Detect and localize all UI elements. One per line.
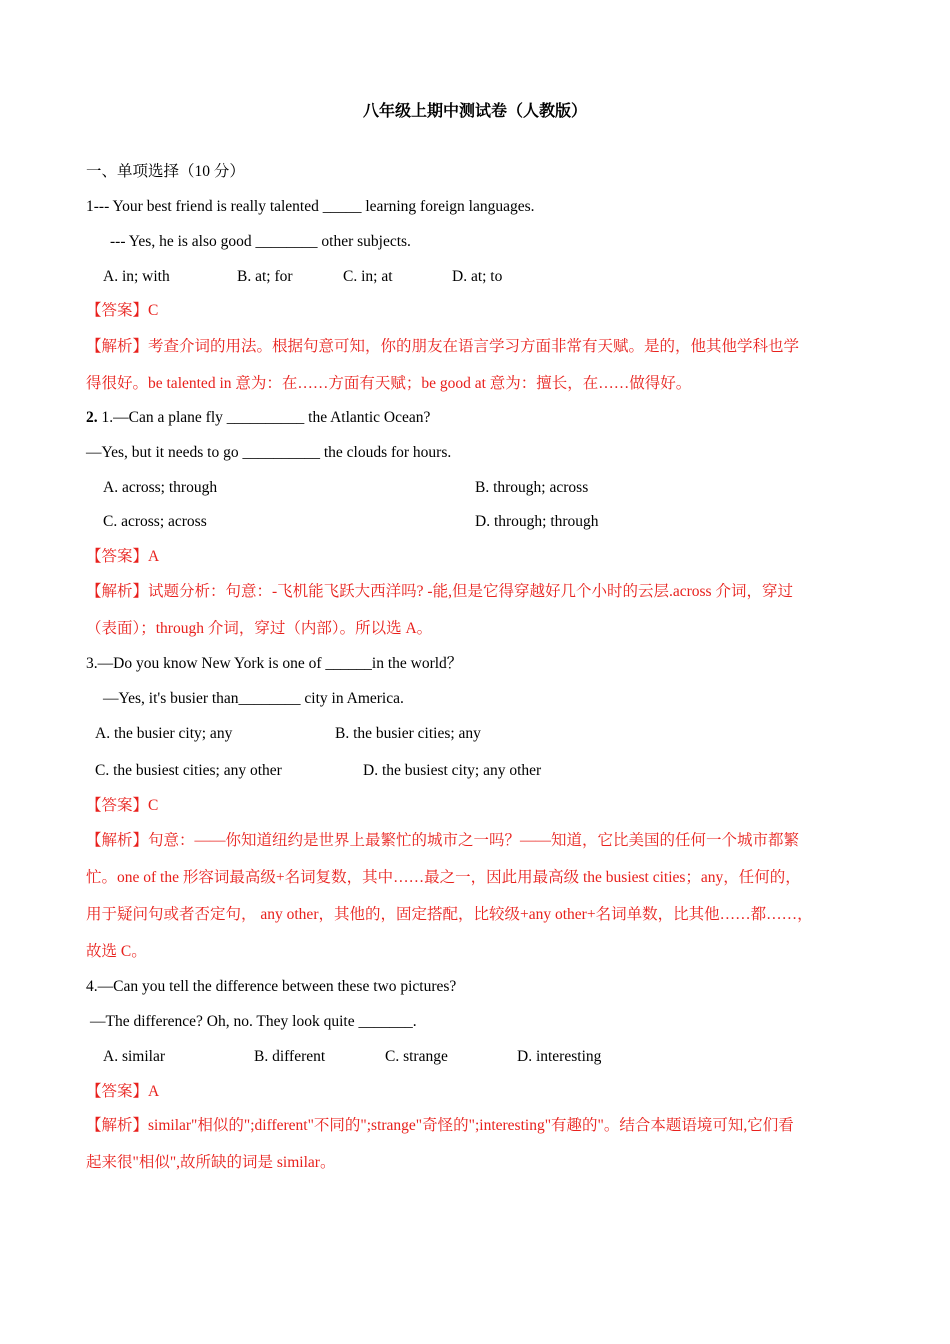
q4-analysis-line2: 起来很"相似",故所缺的词是 similar。 bbox=[86, 1154, 336, 1171]
q3-option-c: C. the busiest cities; any other bbox=[95, 762, 282, 779]
q4-stem-line2: —The difference? Oh, no. They look quite _______. bbox=[90, 1013, 417, 1030]
q3-analysis-line3: 用于疑问句或者否定句， any other，其他的，固定搭配，比较级+any other+名词单数，比其他……都……， bbox=[86, 906, 813, 923]
q1-option-c: C. in; at bbox=[343, 268, 393, 285]
q3-stem-line1: 3.—Do you know New York is one of ______in the world？ bbox=[86, 655, 463, 672]
q3-option-d: D. the busiest city; any other bbox=[363, 762, 542, 779]
q1-option-a: A. in; with bbox=[103, 268, 170, 285]
q4-option-b: B. different bbox=[254, 1048, 326, 1065]
q4-option-c: C. strange bbox=[385, 1048, 448, 1065]
q1-analysis-line2: 得很好。be talented in 意为：在……方面有天赋；be good at 意为：擅长，在……做得好。 bbox=[86, 375, 692, 392]
q2-option-c: C. across; across bbox=[103, 513, 207, 530]
q4-option-d: D. interesting bbox=[517, 1048, 602, 1065]
q1-stem-line2: --- Yes, he is also good ________ other subjects. bbox=[110, 233, 411, 250]
q4-option-a: A. similar bbox=[103, 1048, 165, 1065]
q2-stem-line2: —Yes, but it needs to go __________ the clouds for hours. bbox=[86, 444, 452, 461]
q2-option-d: D. through; through bbox=[475, 513, 599, 530]
q3-option-b: B. the busier cities; any bbox=[335, 725, 481, 742]
q2-answer: 【答案】A bbox=[86, 548, 160, 565]
q3-answer: 【答案】C bbox=[86, 797, 159, 814]
q2-stem-line1 bbox=[86, 408, 430, 428]
q2-stem-text: 1.—Can a plane fly __________ the Atlantic Ocean? bbox=[97, 409, 431, 426]
q2-number: 2. bbox=[86, 409, 98, 426]
q4-answer: 【答案】A bbox=[86, 1083, 160, 1100]
q1-option-b: B. at; for bbox=[237, 268, 293, 285]
q3-analysis-line2: 忙。one of the 形容词最高级+名词复数，其中……最之一，因此用最高级 the busiest cities；any，任何的， bbox=[86, 869, 801, 886]
q3-analysis-line4: 故选 C。 bbox=[86, 943, 147, 960]
q1-option-d: D. at; to bbox=[452, 268, 503, 285]
q3-stem-line2: —Yes, it's busier than________ city in America. bbox=[103, 690, 404, 707]
q2-analysis-line2: （表面）；through 介词，穿过（内部）。所以选 A。 bbox=[86, 620, 433, 637]
q1-stem-line1: 1--- Your best friend is really talented _____ learning foreign languages. bbox=[86, 198, 535, 215]
q1-answer: 【答案】C bbox=[86, 302, 159, 319]
q2-analysis-line1: 【解析】试题分析：句意：-飞机能飞跃大西洋吗? -能,但是它得穿越好几个小时的云层.across 介词，穿过 bbox=[86, 583, 793, 600]
q4-stem-line1: 4.—Can you tell the difference between these two pictures? bbox=[86, 978, 457, 995]
q4-analysis-line1: 【解析】similar"相似的";different"不同的";strange"奇怪的";interesting"有趣的"。结合本题语境可知,它们看 bbox=[86, 1117, 794, 1134]
section-heading: 一、单项选择（10 分） bbox=[86, 163, 245, 180]
q1-analysis-line1: 【解析】考查介词的用法。根据句意可知，你的朋友在语言学习方面非常有天赋。是的，他其他学科也学 bbox=[86, 338, 800, 355]
q2-option-b: B. through; across bbox=[475, 479, 589, 496]
q3-option-a: A. the busier city; any bbox=[95, 725, 233, 742]
q3-analysis-line1: 【解析】句意：——你知道纽约是世界上最繁忙的城市之一吗？——知道，它比美国的任何一个城市都繁 bbox=[86, 832, 800, 849]
document-title: 八年级上期中测试卷（人教版） bbox=[362, 103, 587, 120]
q2-option-a: A. across; through bbox=[103, 479, 218, 496]
